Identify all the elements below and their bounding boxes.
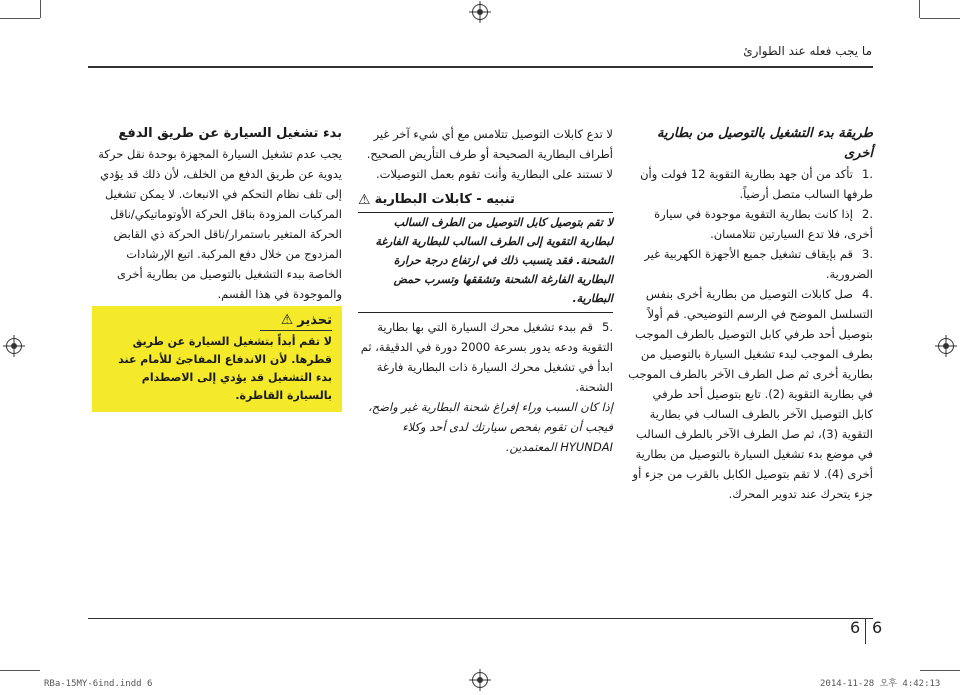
warning-title: تحذير ⚠ [260,312,332,331]
registration-mark-icon [6,338,22,354]
right-column [628,124,873,504]
registration-mark-icon [472,4,488,20]
print-timestamp: 2014-11-28 오후 4:42:13 [820,679,941,689]
list-item: .3قم بإيقاف تشغيل جميع الأجهزة الكهربية غير الضرورية. [644,247,873,281]
crop-mark [0,18,40,19]
list-item: .5قم ببدء تشغيل محرك السيارة التي بها بطارية التقوية ودعه يدور بسرعة 2000 دورة في الدقيقة، ثم ابدأ في تشغيل محرك السيارة ذات البطارية فارغة الشحنة. [360,320,613,394]
page-number: 6 [872,618,883,637]
push-start-text: يجب عدم تشغيل السيارة المجهزة بوحدة نقل حركة يدوية عن طريق الدفع من الخلف، لأن ذلك قد يؤدي إلى تلف نظام التحكم في الانبعاث. لا يمكن تشغيل المركبات المزودة بناقل الحركة الأوتوماتيكي/ناقل الحركة المتغير باستمرار/ناقل الحركة ذي القابض المزدوج من خلال دفع المركبة. اتبع الإرشادات الخاصة ببدء التشغيل بالتوصيل من بطارية أخرى والموجودة في هذا القسم. [98,147,342,301]
middle-column [358,124,613,457]
warning-triangle-icon: ⚠ [280,312,294,328]
list-item: .2إذا كانت بطارية التقوية موجودة في سيارة أخرى، فلا تدع السيارتين تتلامسان. [654,207,873,241]
footer-rule [88,618,873,619]
page-number-divider [865,618,866,644]
dealer-note: إذا كان السبب وراء إفراغ شحنة البطارية غير واضح، فيجب أن تقوم بفحص سيارتك لدى أحد وكلاء HYUNDAI المعتمدين. [368,400,613,454]
intro-text: لا تدع كابلات التوصيل تتلامس مع أي شيء آخر غير أطراف البطارية الصحيحة أو طرف التأريض الصحيح. لا تستند على البطارية وأنت تقوم بعمل التوصيلات. [366,127,613,181]
caution-title: تنبيه - كابلات البطارية ⚠ [358,190,613,213]
caution-triangle-icon: ⚠ [358,192,371,208]
page-number: 6 [850,618,861,637]
caution-text: لا تقم بتوصيل كابل التوصيل من الطرف السالب لبطارية التقوية إلى الطرف السالب للبطارية الفارغة الشحنة. فقد يتسبب ذلك في ارتفاع درجة حرارة البطارية الفارغة الشحنة وتشققها وتسرب حمض البطارية. [375,216,613,305]
crop-mark [919,0,920,18]
left-column [92,124,342,304]
registration-mark-icon [938,338,954,354]
file-slug: RBa-15MY-6ind.indd 6 [44,679,153,689]
registration-mark-icon [472,672,488,688]
warning-box [92,306,342,412]
procedure-list [628,164,873,504]
procedure-heading: طريقة بدء التشغيل بالتوصيل من بطارية أخرى [657,126,873,161]
list-item: .4صل كابلات التوصيل من بطارية أخرى بنفس التسلسل الموضح في الرسم التوضيحي. قم أولاً بتوصيل أحد طرفي كابل التوصيل بالطرف الموجب بطرف الموجب لبدء تشغيل السيارة بالتوصيل من بطارية أخرى ثم صل الطرف الآخر بالطرف الموجب في بطارية التقوية (2). تابع بتوصيل أحد طرفي كابل التوصيل الآخر بالطرف السالب في بطارية التقوية (3)، ثم صل الطرف الآخر بالطرف السالب في موضع بدء تشغيل السيارة بالتوصيل من بطارية أخرى (4). لا تقم بتوصيل الكابل بالقرب من جزء أو جزء يتحرك عند تدوير المحرك. [628,287,873,501]
warning-text: لا تقم أبداً بتشغيل السيارة عن طريق قطرها. لأن الاندفاع المفاجئ للأمام عند بدء التشغيل قد يؤدي إلى الاصطدام بالسيارة القاطرة. [118,335,332,402]
crop-mark [920,18,960,19]
section-header: ما يجب فعله عند الطوارئ [743,44,872,58]
header-rule [88,66,873,68]
crop-mark [0,670,40,671]
list-item: .1تأكد من أن جهد بطارية التقوية 12 فولت وأن طرفها السالب متصل أرضياً. [640,167,873,201]
crop-mark [920,670,960,671]
crop-mark [40,0,41,18]
push-start-heading: بدء تشغيل السيارة عن طريق الدفع [118,126,342,141]
